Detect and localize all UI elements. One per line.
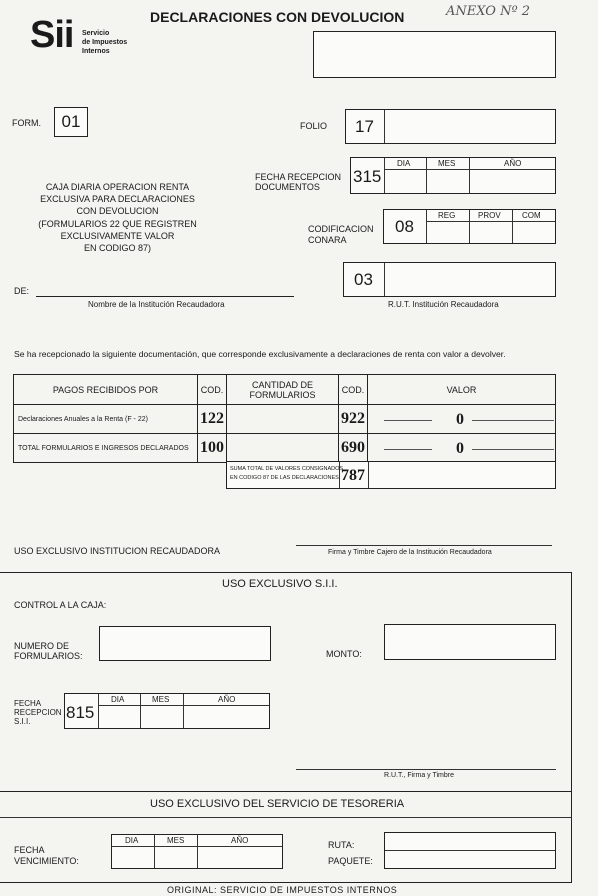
row-label: Declaraciones Anuales a la Renta (F - 22) [14,405,198,434]
fecha-vencimiento-box[interactable] [111,834,283,869]
row-cod: 122 [198,405,227,434]
row-valor: 0 [456,411,464,428]
numero-formularios-label-1: NUMERO DE [14,641,70,651]
rut-code: 03 [354,270,373,289]
firma-cajero-line[interactable] [296,545,552,546]
row-valor-cell[interactable] [368,405,556,434]
tesoreria-divider [0,791,572,792]
row-cod2: 690 [339,434,368,463]
codificacion-label-1: CODIFICACION [308,224,374,234]
dia-header: DIA [111,695,125,704]
suma-code: 787 [341,467,365,484]
form-label: FORM. [12,118,41,128]
pagos-table [13,374,556,463]
logo-line2: de Impuestos [82,39,128,46]
fecha-sii-code: 815 [66,703,95,722]
fecha-sii-label-3: S.I.I. [14,717,31,726]
fecha-sii-label-1: FECHA [14,699,42,708]
caja-diaria-text [20,181,215,254]
prov-header: PROV [478,211,501,220]
th-cantidad-2: FORMULARIOS [249,389,316,400]
fecha-sii-box[interactable] [64,693,270,729]
reg-header: REG [438,211,456,220]
row-cod2: 922 [339,405,368,434]
mes-header: MES [152,695,170,704]
mes-header: MES [438,159,456,168]
fecha-venc-label-1: FECHA [14,845,45,855]
uso-institucion-label: USO EXCLUSIVO INSTITUCION RECAUDADORA [14,546,221,556]
logo-line1: Servicio [82,30,110,37]
th-cod2: COD. [339,375,368,405]
row-cantidad-cell[interactable] [227,434,339,463]
right-border [571,572,572,882]
paquete-label: PAQUETE: [328,856,373,866]
monto-label: MONTO: [326,649,362,659]
logo-line3: Internos [82,48,110,55]
table-row [14,405,556,434]
control-caja-label: CONTROL A LA CAJA: [14,600,107,610]
numero-formularios-label-2: FORMULARIOS: [14,651,83,661]
suma-total-box[interactable] [226,461,556,489]
th-valor: VALOR [368,375,556,405]
logo-mark: Sii [30,14,74,56]
caja-line: CON DEVOLUCION [76,206,159,217]
sii-divider [0,572,572,573]
anio-header: AÑO [218,695,236,704]
fecha-recepcion-label-2: DOCUMENTOS [255,182,320,192]
anio-header: AÑO [231,836,249,845]
fecha-recepcion-box[interactable] [350,157,556,194]
th-pagos: PAGOS RECIBIDOS POR [14,375,198,405]
form-number: 01 [61,112,81,131]
folio-box[interactable] [345,109,556,144]
table-row [14,434,556,463]
numero-formularios-box[interactable] [99,626,271,661]
fecha-venc-label-2: VENCIMIENTO: [14,856,79,866]
tesoreria-title-rule [0,817,572,818]
suma-text-1: SUMA TOTAL DE VALORES CONSIGNADOS [230,466,344,472]
th-cantidad [227,375,339,405]
row-valor-cell[interactable] [368,434,556,463]
row-cantidad-cell[interactable] [227,405,339,434]
row-cod: 100 [198,434,227,463]
row-valor: 0 [456,440,464,457]
suma-text-2: EN CODIGO 87 DE LAS DECLARACIONES [230,475,339,481]
caja-line: EXCLUSIVA PARA DECLARACIONES [40,194,195,205]
fecha-sii-label-2: RECEPCION [14,708,62,717]
rut-firma-caption: R.U.T., Firma y Timbre [384,772,455,779]
de-label: DE: [14,286,30,296]
bottom-rule [0,882,572,883]
folio-label: FOLIO [300,121,328,131]
form-number-box [54,107,88,137]
th-cantidad-1: CANTIDAD DE [251,379,313,390]
sii-title: USO EXCLUSIVO S.I.I. [222,578,338,590]
anio-header: AÑO [504,159,522,168]
folio-code: 17 [355,117,374,136]
th-cod: COD. [198,375,227,405]
caja-line: EXCLUSIVAMENTE VALOR [60,230,175,241]
ruta-paquete-box[interactable] [384,832,556,869]
rut-firma-line[interactable] [296,769,556,770]
form-title: DECLARACIONES CON DEVOLUCION [150,9,405,25]
statement-text: Se ha recepcionado la siguiente documentación, que corresponde exclusivamente a declaraciones de renta con valor a devolver. [14,349,506,359]
fecha-code: 315 [353,167,382,186]
caja-line: (FORMULARIOS 22 QUE REGISTREN [38,218,197,229]
mes-header: MES [167,836,185,845]
com-header: COM [522,211,541,220]
dia-header: DIA [125,836,139,845]
codificacion-code: 08 [395,217,414,236]
rut-box[interactable] [343,262,556,297]
codificacion-label-2: CONARA [308,235,347,245]
codificacion-box[interactable] [383,209,556,244]
monto-box[interactable] [384,624,556,660]
header-stamp-box[interactable] [313,31,556,78]
original-caption: ORIGINAL: SERVICIO DE IMPUESTOS INTERNOS [167,885,398,895]
dia-header: DIA [397,159,411,168]
annex-handwritten: ANEXO Nº 2 [446,4,530,19]
caja-line: CAJA DIARIA OPERACION RENTA [45,182,190,192]
row-label: TOTAL FORMULARIOS E INGRESOS DECLARADOS [14,434,198,463]
ruta-label: RUTA: [328,840,355,850]
institucion-caption: Nombre de la Institución Recaudadora [88,300,225,309]
sii-logo [30,14,150,66]
fecha-recepcion-label-1: FECHA RECEPCION [255,172,342,182]
rut-caption: R.U.T. Institución Recaudadora [388,300,499,309]
institucion-line[interactable] [36,296,294,297]
firma-cajero-caption: Firma y Timbre Cajero de la Institución Recaudadora [328,549,492,556]
caja-line: EN CODIGO 87) [83,243,151,254]
tesoreria-title: USO EXCLUSIVO DEL SERVICIO DE TESORERIA [150,798,405,810]
